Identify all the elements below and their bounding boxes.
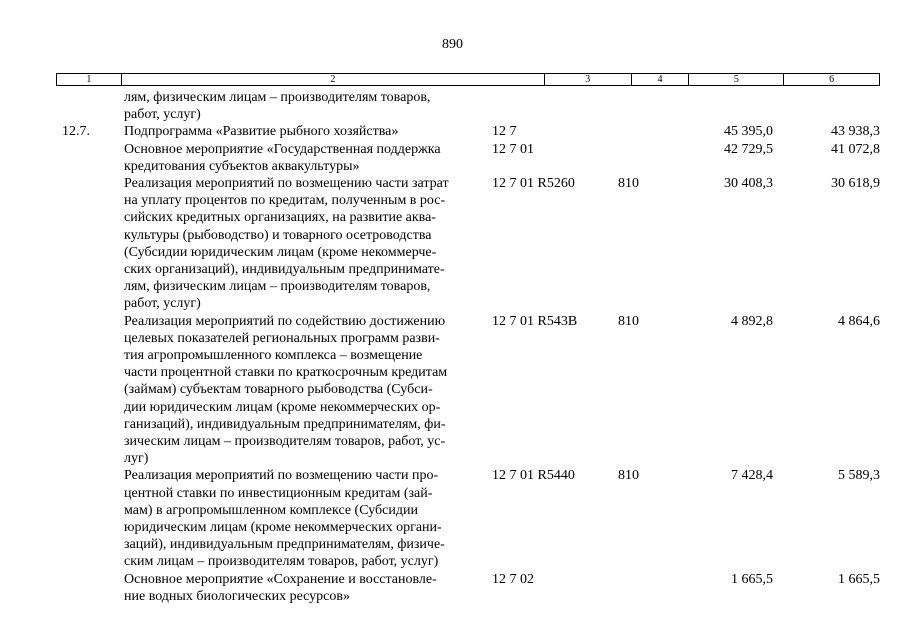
row-number	[56, 175, 124, 313]
table-row	[56, 175, 880, 313]
row-description: Реализация мероприятий по возмещению части затрат на уплату процентов по кредитам, полученным в рос- сийских кредитных организациях, на развитие аква- культуры (рыбоводство) и товарного осетроводства (Субсидии юридическим лицам (кроме некоммерче- ских организаций), индивидуальным предпринимате- лям, физическим лицам – производителям товаров, работ, услуг)	[124, 176, 449, 312]
row-expense-type: 810	[618, 176, 639, 192]
table-header	[56, 73, 880, 86]
table-row	[56, 123, 880, 140]
row-amount-col5	[668, 89, 773, 123]
table-row	[56, 467, 880, 570]
row-amount-col5: 1 665,5	[731, 571, 773, 587]
row-code: 12 7 02	[492, 571, 534, 587]
row-expense-type	[598, 571, 668, 605]
row-number	[56, 89, 124, 123]
row-number	[56, 313, 124, 468]
row-expense-type	[598, 141, 668, 175]
row-description: лям, физическим лицам – производителям товаров, работ, услуг)	[124, 90, 431, 123]
row-expense-type: 810	[618, 468, 639, 484]
table-row	[56, 141, 880, 175]
row-description: Подпрограмма «Развитие рыбного хозяйства»	[124, 124, 399, 140]
row-code: 12 7 01 R5260	[492, 176, 575, 192]
page-number: 890	[442, 37, 463, 52]
row-description: Реализация мероприятий по содействию достижению целевых показателей региональных программ разви- тия агропромышленного комплекса – возмещение части процентной ставки по краткосрочным кредитам (займам) субъектам товарного рыбоводства (Субси- дии юридическим лицам (кроме некоммерческих ор- ганизаций), индивидуальным предпринимателям, фи- зическим лицам – производителям товаров, работ, ус- луг)	[124, 313, 448, 467]
row-code: 12 7	[492, 124, 517, 140]
row-description: Основное мероприятие «Сохранение и восстановле- ние водных биологических ресурсов»	[124, 571, 437, 604]
row-expense-type	[598, 89, 668, 123]
table-row	[56, 89, 880, 123]
header-col-5: 5	[689, 74, 784, 85]
row-expense-type: 810	[618, 313, 639, 329]
row-amount-col6: 43 938,3	[831, 124, 880, 140]
row-amount-col5: 45 395,0	[724, 124, 773, 140]
header-col-1: 1	[57, 74, 122, 85]
row-amount-col6: 4 864,6	[838, 313, 880, 329]
row-amount-col6: 41 072,8	[831, 141, 880, 157]
row-amount-col5: 42 729,5	[724, 141, 773, 157]
row-description: Основное мероприятие «Государственная поддержка кредитования субъектов аквакультуры»	[124, 141, 441, 174]
row-amount-col6: 30 618,9	[831, 176, 880, 192]
row-code: 12 7 01 R543B	[492, 313, 578, 329]
row-code: 12 7 01	[492, 141, 534, 157]
row-description: Реализация мероприятий по возмещению части про- центной ставки по инвестиционным кредитам (зай- мам) в агропромышленном комплексе (Субсидии юридическим лицам (кроме некоммерческих органи- заций), индивидуальным предпринимателям, физиче- ским лицам – производителям товаров, работ, услуг)	[124, 468, 445, 570]
table-row	[56, 571, 880, 605]
table-body	[56, 89, 880, 605]
header-col-3: 3	[545, 74, 632, 85]
table-row	[56, 313, 880, 468]
row-code	[488, 89, 598, 123]
row-amount-col5: 4 892,8	[731, 313, 773, 329]
row-amount-col6: 5 589,3	[838, 468, 880, 484]
header-col-4: 4	[632, 74, 690, 85]
row-number	[56, 141, 124, 175]
row-expense-type	[598, 123, 668, 140]
row-number	[56, 467, 124, 570]
row-number: 12.7.	[62, 124, 90, 140]
row-amount-col5: 30 408,3	[724, 176, 773, 192]
header-col-2: 2	[122, 74, 545, 85]
header-col-6: 6	[829, 74, 835, 85]
row-amount-col6: 1 665,5	[838, 571, 880, 587]
row-number	[56, 571, 124, 605]
row-amount-col6	[773, 89, 880, 123]
row-code: 12 7 01 R5440	[492, 468, 575, 484]
row-amount-col5: 7 428,4	[731, 468, 773, 484]
